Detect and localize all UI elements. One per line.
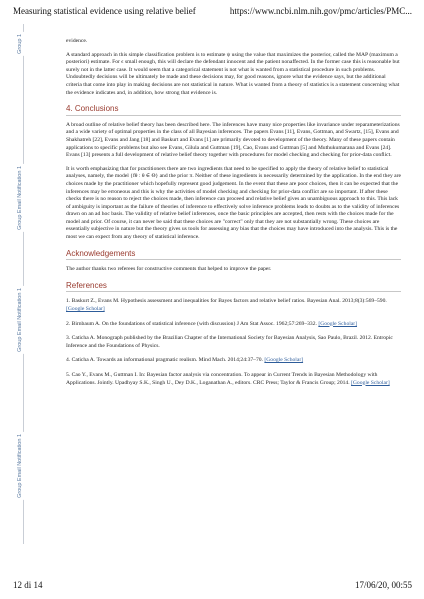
google-scholar-link[interactable]: [Google Scholar] (66, 306, 105, 313)
reference-text: 5. Cao Y., Evans M., Guttman I. In: Bayesian factor analysis via concentration. To appear in Current Trends in Bayesian Methodology with Applications. Jointly. Upadhyay S.K., Singh U., Dey D.K., Loganathan A., editors. CRC Press; Taylor & Francis Group; 2014. (66, 372, 378, 386)
sidebar-label: Group Email Notification 1 (17, 286, 29, 354)
reference-text: 3. Caticha A. Monograph published by the Brazilian Chapter of the International Society for Bayesian Analysis, Sao Paulo, Brazil. 2012. Entropic Inference and the Foundations of Physics. (66, 335, 393, 349)
section-heading-acknowledgements: Acknowledgements (66, 248, 136, 258)
google-scholar-link[interactable]: [Google Scholar] (318, 320, 358, 327)
reference-item (66, 357, 401, 365)
page-number: 12 di 14 (13, 580, 43, 590)
paragraph-map: A standard approach in this simple classification problem is to estimate ψ using the value that maximizes the posterior, called the MAP (maximum a posteriori) estimate. For ϵ small enough, this will declare the defendant innocent and the patient nonaffected. In the former case this is reasonable but surely not in the latter case. It would seem that a categorical statement is not what is wanted from a statistical procedure in such problems. Undoubtedly decisions will be ultimately be made and these decisions may, for good reasons, ignore what the evidence says, but the additional criteria that come into play in making decisions are not statistical in nature. What is wanted from a theory of statistics is a statement concerning what the evidence indicates and, in addition, how strong that evidence is. (66, 51, 400, 96)
reference-text: 2. Birnbaum A. On the foundations of statistical inference (with discussion) J Am Stat Assoc. 1962;57:269–332. (66, 320, 317, 327)
reference-item (66, 298, 401, 313)
page-title: Measuring statistical evidence using relative belief (13, 6, 196, 16)
sidebar (17, 24, 29, 544)
reference-item (66, 335, 401, 350)
section-heading-references: References (66, 280, 107, 290)
print-datetime: 17/06/20, 00:55 (354, 580, 412, 590)
paragraph-conclusions-1: A broad outline of relative belief theory has been described here. The inferences have many nice properties like invariance under reparameterizations and a wide variety of optimal properties in the class of all Bayesian inferences. The papers Evans [11], Evans, Gottman, and Swartz, [15], Evans and Shakhatreh [22], Evans and Jang [18] and Baskurt and Evans [1] are primarily devoted to development of the theory. Many of these papers contain applications to specific problems but also see Evans, Gilula and Guttman [19], Cao, Evans and Guttman [5] and Muthukumarana and Evans [24]. Evans [13] presents a full development of relative belief theory together with procedures for model checking and checking for prior-data conflict. (66, 121, 400, 159)
reference-item (66, 321, 401, 329)
article-body (66, 38, 401, 394)
sidebar-label: Group 1 (17, 32, 29, 56)
section-heading-conclusions: 4. Conclusions (66, 104, 119, 114)
heading-rule (66, 291, 401, 292)
reference-text: 1. Baskurt Z., Evans M. Hypothesis assessment and inequalities for Bayes factors and relative belief ratios. Bayesian Anal. 2013;8(3):569–590. (66, 298, 387, 305)
sidebar-label: Group Email Notification 1 (17, 164, 29, 232)
google-scholar-link[interactable]: [Google Scholar] (264, 357, 304, 364)
heading-rule (66, 115, 401, 116)
page-url[interactable]: https://www.ncbi.nlm.nih.gov/pmc/articles/PMC... (229, 6, 412, 16)
heading-rule (66, 259, 401, 260)
paragraph-conclusions-2: It is worth emphasizing that for practitioners there are two ingredients that need to be specified to apply the theory of relative belief to statistical analyses, namely, the model {fθ : θ ∈ Θ} and the prior π. Neither of these ingredients is necessarily determined by the application. In the end they are choices made by the practitioner which hopefully represent good judgement. In the event that these are poor choices, then it can be expected that the inferences may be erroneous and this is why the activities of model checking and checking for prior-data conflict are so important. If after these checks there is no reason to reject the choices made, then inference can proceed and relative belief gives an unambiguous approach to this. This lack of ambiguity is important as the failure of theories of inference to effectively solve inference problems leads to doubts as to the validity of inferences drawn on an ad hoc basis. The validity of relative belief inferences, once the basic principles are accepted, then rests with the choices made for the model and prior. Of course, it can never be said that these choices are "correct" only that they are not substantially wrong. These choices are essentially subjective in nature but the theory gives us tools for assessing any bias that the choices may have introduced into the analysis. This is the most we can expect from any theory of statistical inference. (66, 165, 401, 241)
reference-item (66, 372, 401, 387)
acknowledgements-text: The author thanks two referees for constructive comments that helped to improve the paper. (66, 266, 272, 273)
reference-text: 4. Caticha A. Towards an informational pragmatic realism. Mind Mach. 2014;24:37–70. (66, 357, 263, 364)
sidebar-label: Group Email Notification 1 (17, 432, 29, 500)
evidence-fragment: evidence. (66, 38, 88, 44)
google-scholar-link[interactable]: [Google Scholar] (351, 379, 390, 386)
